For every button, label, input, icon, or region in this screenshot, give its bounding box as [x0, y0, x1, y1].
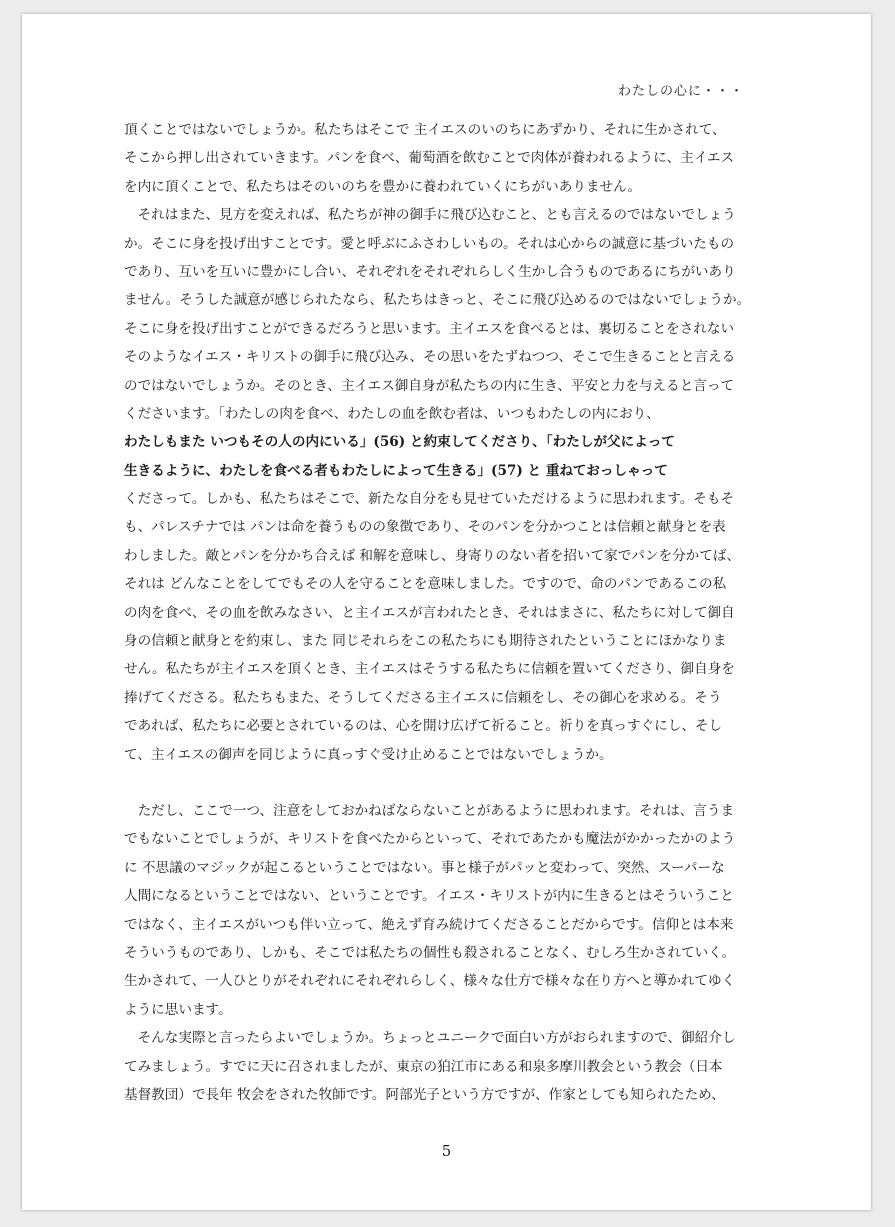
text-line: でもないことでしょうが、キリストを食べたからといって、それであたかも魔法がかかったかのよう	[124, 831, 736, 848]
page-number: 5	[441, 1142, 452, 1160]
text-line: そんな実際と言ったらよいでしょうか。ちょっとユニークで面白い方がおられますので、御紹介し	[124, 1030, 736, 1047]
text-line: ません。そうした誠意が感じられたなら、私たちはきっと、そこに飛び込めるのではないでしょうか。	[124, 292, 751, 309]
text-line: くださいます。「わたしの肉を食べ、わたしの血を飲む者は、いつもわたしの内におり、	[124, 405, 660, 422]
text-line: に 不思議のマジックが起こるということではない。事と様子がパッと変わって、突然、スーパーな	[124, 859, 725, 876]
text-line: 頂くことではないでしょうか。私たちはそこで 主イエスのいのちにあずかり、それに生かされて、	[124, 122, 726, 138]
text-line: せん。私たちが主イエスを頂くとき、主イエスはそうする私たちに信頼を置いてくださり、御自身を	[124, 661, 735, 678]
text-line: 人間になるということではない、ということです。イエス・キリストが内に生きるとはそういうこと	[124, 888, 734, 905]
text-line: そこから押し出されていきます。パンを食べ、葡萄酒を飲むことで肉体が養われるように、主イエス	[124, 150, 735, 167]
text-line: であれば、私たちに必要とされているのは、心を開け広げて祈ること。祈りを真っすぐにし、そし	[124, 718, 723, 735]
text-line: 生きるように、わたしを食べる者もわたしによって生きる」(57) と 重ねておっしゃって	[124, 462, 668, 479]
paragraph-gap	[124, 769, 804, 797]
body-text	[124, 116, 804, 1109]
text-line: それはまた、見方を変えれば、私たちが神の御手に飛び込むこと、とも言えるのではないでしょう	[124, 207, 736, 224]
text-line: 身の信頼と献身とを約束し、また 同じそれらをこの私たちにも期待されたということにほかなりま	[124, 633, 727, 650]
text-line: そういうものであり、しかも、そこでは私たちの個性も殺されることなく、むしろ生かされていく。	[124, 944, 736, 961]
text-line: の肉を食べ、その血を飲みなさい、と主イエスが言われたとき、それはまさに、私たちに対して御自	[124, 604, 735, 621]
text-line: て、主イエスの御声を同じように真っすぐ受け止めることではないでしょうか。	[124, 746, 613, 763]
text-line: 基督教団）で長年 牧会をされた牧師です。阿部光子という方ですが、作家としても知られたため、	[124, 1086, 725, 1103]
text-line: それは どんなことをしてでもその人を守ることを意味しました。ですので、命のパンであるこの私	[124, 576, 727, 593]
text-line: くださって。しかも、私たちはそこで、新たな自分をも見せていただけるように思われます。そもそ	[124, 491, 735, 508]
text-line: 生かされて、一人ひとりがそれぞれにそれぞれらしく、様々な仕方で様々な在り方へと導かれてゆく	[124, 973, 736, 990]
text-line: ように思います。	[124, 1001, 232, 1018]
running-header: わたしの心に・・・	[618, 84, 745, 99]
document-page	[22, 14, 871, 1210]
text-line: そのようなイエス・キリストの御手に飛び込み、その思いをたずねつつ、そこで生きることと言える	[124, 349, 736, 366]
text-line: てみましょう。すでに天に召されましたが、東京の狛江市にある和泉多摩川教会という教会（日本	[124, 1058, 723, 1075]
text-line: ただし、ここで一つ、注意をしておかねばならないことがあるように思われます。それは、言うま	[124, 802, 735, 819]
text-line: わしました。敵とパンを分かち合えば 和解を意味し、身寄りのない者を招いて家でパンを分かてば、	[124, 547, 741, 564]
text-line: そこに身を投げ出すことができるだろうと思います。主イエスを食べるとは、裏切ることをされない	[124, 320, 735, 337]
text-line: であり、互いを互いに豊かにし合い、それぞれをそれぞれらしく生かし合うものであるにちがいあり	[124, 263, 736, 280]
text-line: か。そこに身を投げ出すことです。愛と呼ぶにふさわしいもの。それは心からの誠意に基づいたもの	[124, 235, 735, 252]
text-line: ではなく、主イエスがいつも伴い立って、絶えず育み続けてくださることだからです。信仰とは本来	[124, 916, 734, 933]
text-line: を内に頂くことで、私たちはそのいのちを豊かに養われていくにちがいありません。	[124, 178, 642, 195]
text-line: 捧げてくださる。私たちもまた、そうしてくださる主イエスに信頼をし、その御心を求める。そう	[124, 689, 722, 706]
text-line: も、パレスチナでは パンは命を養うものの象徴であり、そのパンを分かつことは信頼と献身とを表	[124, 519, 726, 536]
text-line: わたしもまた いつもその人の内にいる」(56) と約束してくださり、「わたしが父によって	[124, 434, 676, 451]
text-line: のではないでしょうか。そのとき、主イエス御自身が私たちの内に生き、平安と力を与えると言って	[124, 377, 735, 394]
